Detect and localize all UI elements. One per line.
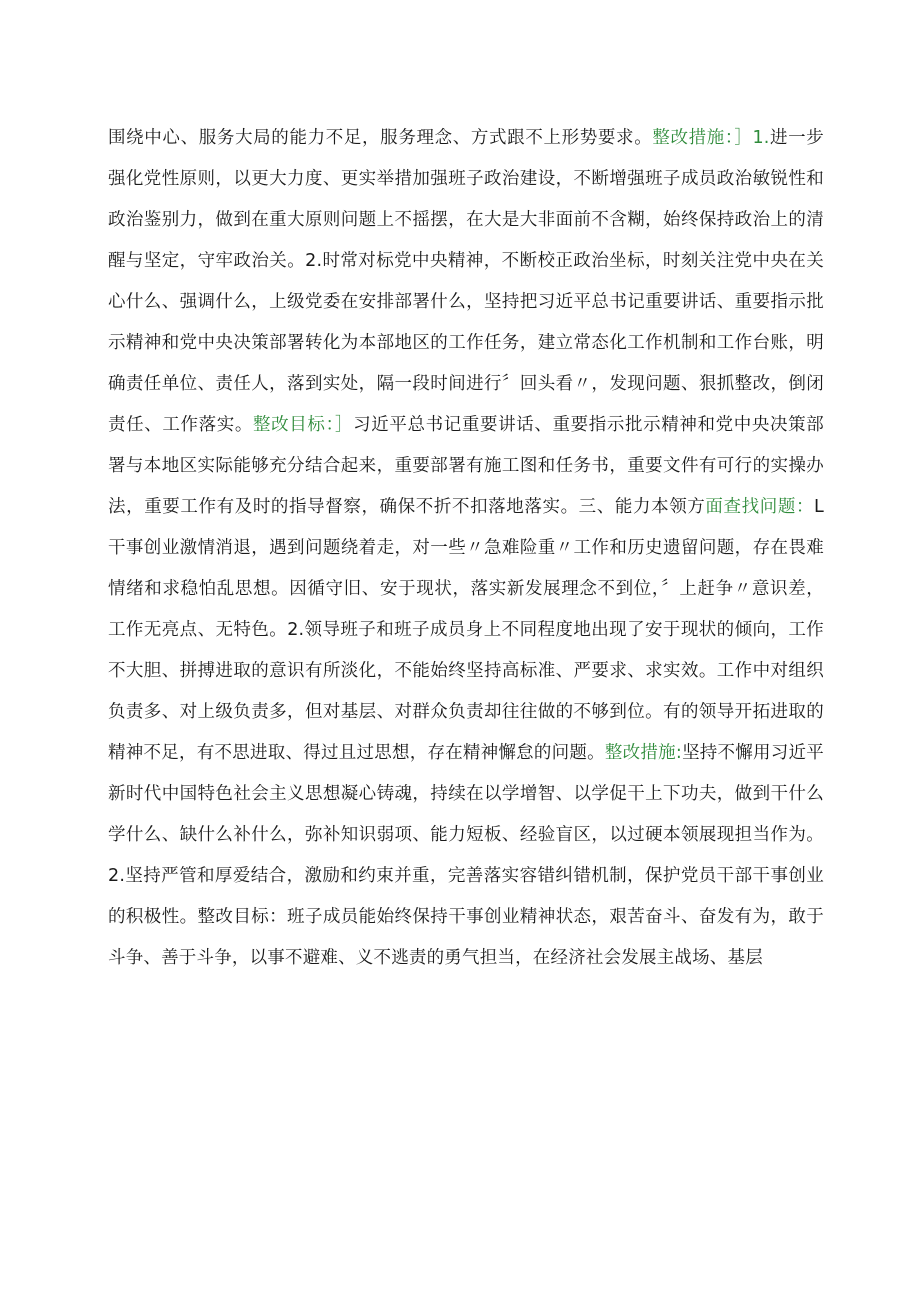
highlighted-run: 整改措施：］1. bbox=[652, 128, 770, 148]
text-run: 习近平总书记重要讲话、重要指示批示精神和党中央决策部署与本地区实际能够充分结合起来，重要部署有施工图和任务书，重要文件有可行的实操办法，重要工作有及时的指导督察，确保不折不扣落地落实。三、能力本领方 bbox=[108, 415, 825, 517]
text-run: 围绕中心、服务大局的能力不足，服务理念、方式跟不上形势要求。 bbox=[108, 128, 653, 148]
text-run: L干事创业激情消退，遇到问题绕着走，对一些〃急难险重〃工作和历史遗留问题，存在畏难情绪和求稳怕乱思想。因循守旧、安于现状，落实新发展理念不到位，〞上赶争〃意识差，工作无亮点、无特色。2.领导班子和班子成员身上不同程度地出现了安于现状的倾向，工作不大胆、拼搏进取的意识有所淡化，不能始终坚持高标准、严要求、求实效。工作中对组织负责多、对上级负责多，但对基层、对群众负责却往往做的不够到位。有的领导开拓进取的精神不足，有不思进取、得过且过思想，存在精神懈怠的问题。 bbox=[108, 497, 824, 763]
text-run: 进一步强化党性原则，以更大力度、更实举措加强班子政治建设，不断增强班子成员政治敏锐性和政治鉴别力，做到在重大原则问题上不摇摆，在大是大非面前不含糊，始终保持政治上的清醒与坚定，守牢政治关。2.时常对标党中央精神，不断校正政治坐标，时刻关注党中央在关心什么、强调什么，上级党委在安排部署什么，坚持把习近平总书记重要讲话、重要指示批示精神和党中央决策部署转化为本部地区的工作任务，建立常态化工作机制和工作台账，明确责任单位、责任人，落到实处，隔一段时间进行〞回头看〃，发现问题、狠抓整改，倒闭责任、工作落实。 bbox=[108, 128, 824, 435]
highlighted-run: 整改措施: bbox=[604, 743, 683, 763]
text-run: 坚持不懈用习近平新时代中国特色社会主义思想凝心铸魂，持续在以学增智、以学促干上下功夫，做到干什么学什么、缺什么补什么，弥补知识弱项、能力短板、经验盲区，以过硬本领展现担当作为。2.坚持严管和厚爱结合，激励和约束并重，完善落实容错纠错机制，保护党员干部干事创业的积极性。整改目标：班子成员能始终保持干事创业精神状态，艰苦奋斗、奋发有为，敢于斗争、善于斗争，以事不避难、义不逃责的勇气担当，在经济社会发展主战场、基层 bbox=[108, 743, 824, 968]
body-paragraph bbox=[108, 118, 824, 979]
highlighted-run: 面查找问题： bbox=[705, 497, 815, 517]
highlighted-run: 整改目标：］ bbox=[253, 415, 354, 435]
